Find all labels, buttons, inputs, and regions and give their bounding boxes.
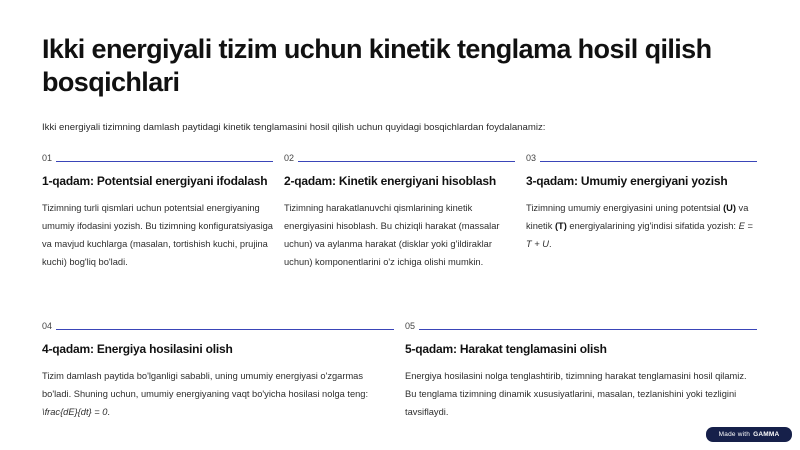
made-with-gamma-badge[interactable] (706, 427, 792, 442)
step-4-body-end: . (107, 407, 110, 417)
step-2 (284, 151, 515, 271)
step-4 (42, 319, 394, 421)
step-5 (405, 319, 757, 421)
step-3-body-pre: Tizimning umumiy energiyasini uning potentsial (526, 203, 724, 213)
step-3-body-post: energiyalarining yig'indisi sifatida yozish: (566, 221, 739, 231)
step-3-body-end: . (549, 239, 552, 249)
step-1-divider (56, 161, 273, 162)
step-2-divider (298, 161, 515, 162)
step-4-title: 4-qadam: Energiya hosilasini olish (42, 342, 233, 356)
step-2-header (284, 151, 515, 163)
step-4-formula: \frac{dE}{dt} = 0 (42, 407, 108, 417)
step-4-number: 04 (42, 321, 53, 331)
step-3-body-mid: va kinetik (526, 203, 749, 231)
step-4-body (42, 367, 394, 421)
step-5-number: 05 (405, 321, 416, 331)
step-2-title: 2-qadam: Kinetik energiyani hisoblash (284, 174, 496, 188)
step-1-number: 01 (42, 153, 53, 163)
step-1-header (42, 151, 273, 163)
step-5-body: Energiya hosilasini nolga tenglashtirib, tizimning harakat tenglamasini hosil qilamiz. Bu tenglama tizimning dinamik xususiyatlarini, masalan, tezlanishini yoki tezligini tavsiflaydi. (405, 371, 747, 417)
step-1-title: 1-qadam: Potentsial energiyani ifodalash (42, 174, 268, 188)
step-4-body-pre: Tizim damlash paytida bo'lganligi sababli, uning umumiy energiyasi o'zgarmas bo'ladi. Shuning uchun, umumiy energiyaning vaqt bo'yicha hosilasi nolga teng: (42, 371, 369, 399)
step-2-body: Tizimning harakatlanuvchi qismlarining kinetik energiyasini hisoblash. Bu chiziqli harakat (massalar uchun) va aylanma harakat (disklar yoki g'ildiraklar uchun) komponentlarini o'z ichiga olishi mumkin. (284, 203, 500, 267)
badge-brand: GAMMA (753, 431, 780, 438)
step-3-body-u: (U) (723, 203, 736, 213)
step-3-body (526, 199, 757, 253)
step-3-formula: E = T + U (526, 221, 753, 249)
step-1 (42, 151, 273, 271)
step-3 (526, 151, 757, 253)
slide-title: Ikki energiyali tizim uchun kinetik tenglama hosil qilish bosqichlari (42, 34, 712, 97)
step-5-header (405, 319, 757, 331)
step-3-body-t: (T) (554, 221, 567, 231)
step-3-title: 3-qadam: Umumiy energiyani yozish (526, 174, 728, 188)
intro-text: Ikki energiyali tizimning damlash paytidagi kinetik tenglamasini hosil qilish uchun quyidagi bosqichlardan foydalanamiz: (42, 122, 546, 133)
step-3-divider (540, 161, 757, 162)
step-3-header (526, 151, 757, 163)
step-5-title: 5-qadam: Harakat tenglamasini olish (405, 342, 607, 356)
step-2-number: 02 (284, 153, 295, 163)
step-3-number: 03 (526, 153, 537, 163)
step-1-body: Tizimning turli qismlari uchun potentsial energiyaning umumiy ifodasini yozish. Bu tizimning konfiguratsiyasiga va mavjud kuchlarga (masalan, tortishish kuchi, prujina kuchi) bog'liq bo'ladi. (42, 203, 273, 267)
step-5-divider (419, 329, 757, 330)
step-4-header (42, 319, 394, 331)
badge-prefix: Made with (718, 431, 751, 438)
step-4-divider (56, 329, 394, 330)
